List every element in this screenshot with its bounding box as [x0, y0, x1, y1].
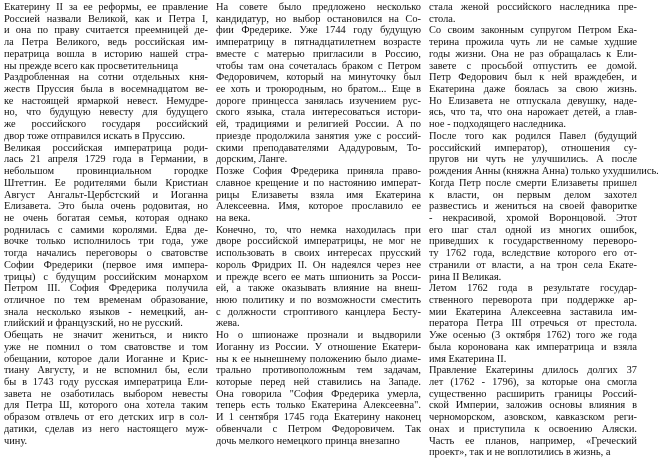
text-line: ке настоящей ярмаркой невест. Немудре- — [4, 95, 208, 107]
text-line: была коронована как императрица и взяла — [429, 341, 637, 353]
text-line: вместе с матерью пригласили в Россию, — [216, 48, 421, 60]
text-line: и она по праву считается преемницей де- — [4, 25, 208, 37]
text-line: и прежде всего ее мать шпионить за Росси- — [216, 271, 421, 283]
text-line: ператора Петра III отречься от престола. — [429, 318, 637, 330]
text-line: уже не помнил о том сватовстве и том — [4, 341, 208, 353]
text-line: Алексеевна. Имя, которое прославило ее — [216, 201, 421, 213]
text-line: фии Фредерике. Уже 1744 году будущую — [216, 25, 421, 37]
text-line: Позже София Фредерика приняла право- — [216, 166, 421, 178]
text-line: лась 21 апреля 1729 года в Германии, в — [4, 154, 208, 166]
text-line: роднилась с самими королями. Едва де- — [4, 224, 208, 236]
text-line: Федоровичем, который на минуточку был — [216, 72, 421, 84]
text-line: датики, сделав из него настоящего муж- — [4, 423, 208, 435]
text-line: На совете было предложено несколько — [216, 2, 421, 13]
text-line: Иоганну из России. У отношение Екатери- — [216, 341, 421, 353]
text-line: использовать в своих интересах прусский — [216, 248, 421, 260]
text-line: Часть ее планов, например, «Греческий — [429, 435, 637, 447]
text-column-1 — [4, 2, 208, 450]
text-line: Екатерина даже боялась за свою жизнь. — [429, 84, 637, 96]
text-line: обвенчали с Петром Федоровичем. Так — [216, 423, 421, 435]
text-line: Но о шпионаже прознали и выдворили — [216, 330, 421, 342]
text-line: Летом 1762 года в результате государ- — [429, 283, 637, 295]
text-line: - некрасивой, хромой Воронцовой. Этот — [429, 212, 637, 224]
text-line: отличное по тем временам образование, — [4, 294, 208, 306]
text-line: Екатерину II за ее реформы, ее правление — [4, 2, 208, 13]
text-line: Конечно, то, что немка находилась при — [216, 224, 421, 236]
text-line: ны прежде всего как просветительница — [4, 60, 179, 72]
text-line: нюю политику и по возможности сместить — [216, 294, 421, 306]
text-line: Россией назвали Великой, как и Петра I, — [4, 13, 208, 25]
text-line: Со своим законным супругом Петром Ека- — [429, 25, 637, 37]
text-line: странили от власти, а на трон села Екате- — [429, 259, 637, 271]
text-line: вочке только исполнилось три года, уже — [4, 236, 208, 248]
text-line: Елизавета. Это была очень родовитая, но — [4, 201, 208, 213]
text-line: мии Екатерина Алексеевна заставила им- — [429, 306, 637, 318]
text-line: Когда Петр после смерти Елизаветы пришел — [429, 177, 637, 189]
text-line: проект», так и не воплотились в жизнь, а — [429, 447, 611, 459]
text-line: жева. — [216, 318, 240, 330]
text-line: имя Екатерина II. — [429, 353, 507, 365]
text-line: жеств Пруссия была в восемнадцатом ве- — [4, 84, 208, 96]
text-line: чтобы там она сочеталась браком с Петром — [216, 60, 421, 72]
text-line: ны к ее нынешнему положению было диаме- — [216, 353, 421, 365]
text-line: трально противоположным тем задачам, — [216, 365, 421, 377]
text-line: стала женой российского наследника пре- — [429, 2, 637, 13]
text-line: императрицу в пятнадцатилетнем возрасте — [216, 37, 421, 49]
text-line: тогда начались переговоры о сватовстве — [4, 248, 208, 260]
text-line: которые перед ней ставились на Западе. — [216, 377, 421, 388]
text-line: Петр Федорович был к ней враждебен, и — [429, 72, 637, 84]
text-line: король Фридрих II. Он надеялся через нее — [216, 259, 421, 271]
text-line: славное крещение и по настоянию императ- — [216, 177, 421, 189]
text-line: Но Елизавета не отпускала девушку, наде- — [429, 95, 637, 107]
text-line: Правление Екатерины длилось долгих 37 — [429, 365, 637, 377]
text-line: лет (1762 - 1796), за которые она смогла — [429, 377, 637, 388]
text-line: ла Петра Великого, ведь российская им- — [4, 37, 208, 49]
text-line: приезде продолжила занятия уже с россий- — [216, 130, 421, 142]
text-line: но, что будущую невесту для будущего — [4, 107, 208, 119]
text-line: скими преподавателями Ададуровым, То- — [216, 142, 421, 154]
text-line: ту 1762 года, вследствие которого его от- — [429, 248, 637, 260]
text-line: терина прожила чуть ли не самые худшие — [429, 37, 637, 49]
text-line: ясь, что та, что она нарожает детей, а глав- — [429, 107, 637, 119]
text-line: бы в 1743 году русская императрица Ели- — [4, 377, 208, 388]
text-line: После того как родился Павел (будущий — [429, 130, 637, 142]
text-line: ственного переворота при поддержке ар- — [429, 294, 637, 306]
text-line: же российского государя российский — [4, 119, 208, 131]
text-line: знала несколько языков - немецкий, ан- — [4, 306, 208, 318]
text-line: онах и приступила к освоению Аляски. — [429, 423, 637, 435]
text-line: Август Ангальт-Цербстский и Иоганна — [4, 189, 208, 201]
text-line: ей, а также оказывать влияние на внеш- — [216, 283, 421, 295]
text-line: тиану Августу, и не вспомнил бы, если — [4, 365, 208, 377]
text-line: ей, традициями и религией России. А по — [216, 119, 421, 131]
text-line: черноморском, азовском, кавказском реги- — [429, 412, 637, 424]
text-line: двор тоже отправился искать в Пруссию. — [4, 130, 185, 142]
text-line: рождения Анны (княжна Анна) только ухудшились. — [429, 166, 659, 178]
text-line: Петром III. София Фредерика получила — [4, 283, 208, 295]
text-line: дочь мелкого немецкого принца внезапно — [216, 435, 400, 447]
text-line: кандидатур, но выбор остановился на Со- — [216, 13, 421, 25]
text-line: российский император), отношения су- — [429, 142, 637, 154]
text-line: рицы Елизаветы взяла имя Екатерина — [216, 189, 421, 201]
text-line: трицы) с будущим российским монархом — [4, 271, 208, 283]
text-line: с должности строптивого канцлера Бесту- — [216, 306, 421, 318]
text-line: Обещать не значит жениться, и никто — [4, 330, 208, 342]
text-line: Штеттин. Ее родителями были Кристиан — [4, 177, 208, 189]
text-column-2 — [216, 2, 421, 450]
text-line: обещании, которое дали Иоганне и Крис- — [4, 353, 208, 365]
text-line: ное - подходящего наследника. — [429, 119, 567, 131]
text-line: для Петра Ш, которого она хотела таким — [4, 400, 208, 412]
text-line: Она говорила "София Фредерика умерла, — [216, 388, 421, 400]
text-line: годы жизни. Она не раз обращалась к Ели- — [429, 48, 637, 60]
text-line: развестись и жениться на своей фаворитке — [429, 201, 637, 213]
text-line: рина II Великая. — [429, 271, 502, 283]
text-line: образом отвлечь от его детских игр в сол- — [4, 412, 208, 424]
text-line: ператрица вошла в историю нашей стра- — [4, 48, 208, 60]
text-line: не очень богатая семья, которая однако — [4, 212, 208, 224]
text-line: Уже осенью (3 октября 1762) того же года — [429, 330, 637, 342]
text-line: завета не озаботилась выбором невесты — [4, 388, 208, 400]
text-line: Софии Фредерики (первое имя импера- — [4, 259, 208, 271]
text-line: пругов ни чуть не улучшились. А после — [429, 154, 637, 166]
text-line: Великая российская императрица роди- — [4, 142, 208, 154]
text-line: И 1 сентября 1745 года Екатерину наконец — [216, 412, 421, 424]
text-line: ее хоть и троюродным, но братом... Еще в — [216, 84, 421, 96]
text-line: дороге принцесса занялась изучением рус- — [216, 95, 421, 107]
text-line: теперь есть только Екатерина Алексеевна". — [216, 400, 421, 412]
text-line: существенно расширить границы Россий- — [429, 388, 637, 400]
text-line: дворе российской императрицы, не мог не — [216, 236, 421, 248]
text-line: завете с просьбой отпустить ее домой. — [429, 60, 637, 72]
text-line: чину. — [4, 435, 28, 447]
text-column-3 — [429, 2, 659, 459]
text-line: на века. — [216, 212, 251, 224]
text-line: ского языка, стала интересоваться истори- — [216, 107, 421, 119]
text-line: небольшом провинциальном городке — [4, 166, 208, 178]
text-line: глийский и французский, но не русский. — [4, 318, 183, 330]
text-line: приведших к государственному переворо- — [429, 236, 637, 248]
text-line: дорским, Ланге. — [216, 154, 288, 166]
text-line: к власти, он первым делом захотел — [429, 189, 637, 201]
text-line: стола. — [429, 13, 456, 25]
text-line: ской Империи, заложив основы влияния в — [429, 400, 637, 412]
text-line: Раздробленная на сотни отдельных кня- — [4, 72, 208, 84]
text-line: его шаг стал одной из многих ошибок, — [429, 224, 637, 236]
